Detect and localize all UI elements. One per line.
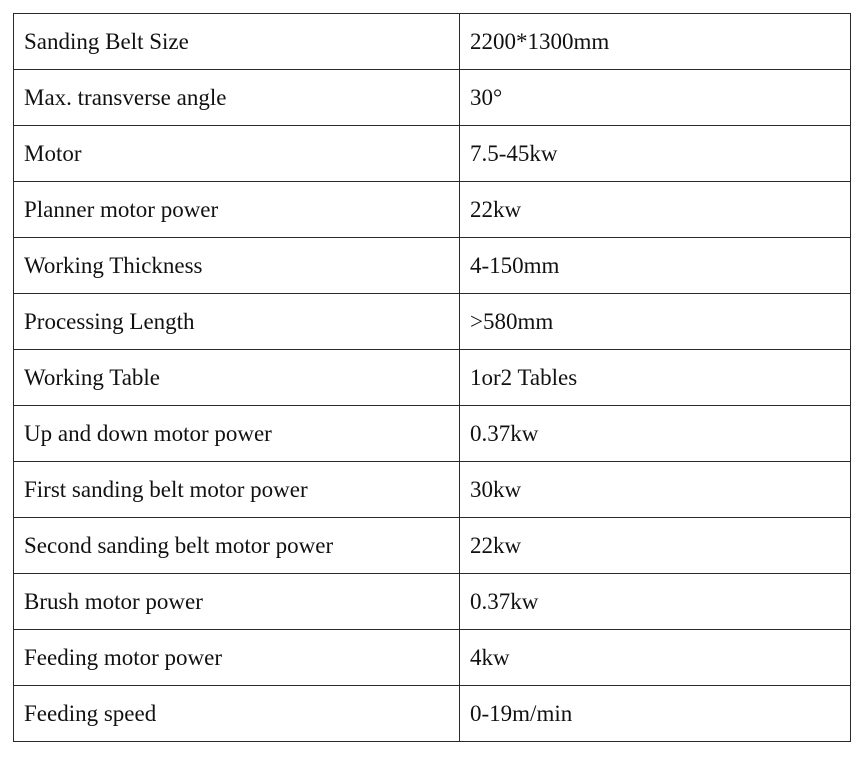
spec-value: 1or2 Tables: [460, 350, 851, 406]
table-row: [14, 238, 851, 294]
spec-label: Motor: [14, 126, 460, 182]
spec-value: 30kw: [460, 462, 851, 518]
spec-value: 4kw: [460, 630, 851, 686]
spec-value: 22kw: [460, 518, 851, 574]
table-row: [14, 70, 851, 126]
table-row: [14, 294, 851, 350]
table-row: [14, 574, 851, 630]
spec-label: Feeding motor power: [14, 630, 460, 686]
spec-value: 30°: [460, 70, 851, 126]
spec-label: Second sanding belt motor power: [14, 518, 460, 574]
table-row: [14, 518, 851, 574]
spec-label: Sanding Belt Size: [14, 14, 460, 70]
table-row: [14, 350, 851, 406]
spec-value: 4-150mm: [460, 238, 851, 294]
spec-table: [13, 13, 851, 742]
table-row: [14, 14, 851, 70]
spec-label: Up and down motor power: [14, 406, 460, 462]
spec-label: Working Table: [14, 350, 460, 406]
spec-value: 0.37kw: [460, 574, 851, 630]
spec-value: >580mm: [460, 294, 851, 350]
table-row: [14, 406, 851, 462]
spec-label: Max. transverse angle: [14, 70, 460, 126]
spec-value: 0-19m/min: [460, 686, 851, 742]
spec-label: Planner motor power: [14, 182, 460, 238]
table-row: [14, 630, 851, 686]
spec-value: 0.37kw: [460, 406, 851, 462]
table-row: [14, 686, 851, 742]
spec-label: Feeding speed: [14, 686, 460, 742]
table-row: [14, 126, 851, 182]
spec-value: 22kw: [460, 182, 851, 238]
spec-label: Working Thickness: [14, 238, 460, 294]
spec-value: 7.5-45kw: [460, 126, 851, 182]
spec-label: Processing Length: [14, 294, 460, 350]
spec-value: 2200*1300mm: [460, 14, 851, 70]
table-row: [14, 182, 851, 238]
table-row: [14, 462, 851, 518]
spec-label: Brush motor power: [14, 574, 460, 630]
spec-label: First sanding belt motor power: [14, 462, 460, 518]
